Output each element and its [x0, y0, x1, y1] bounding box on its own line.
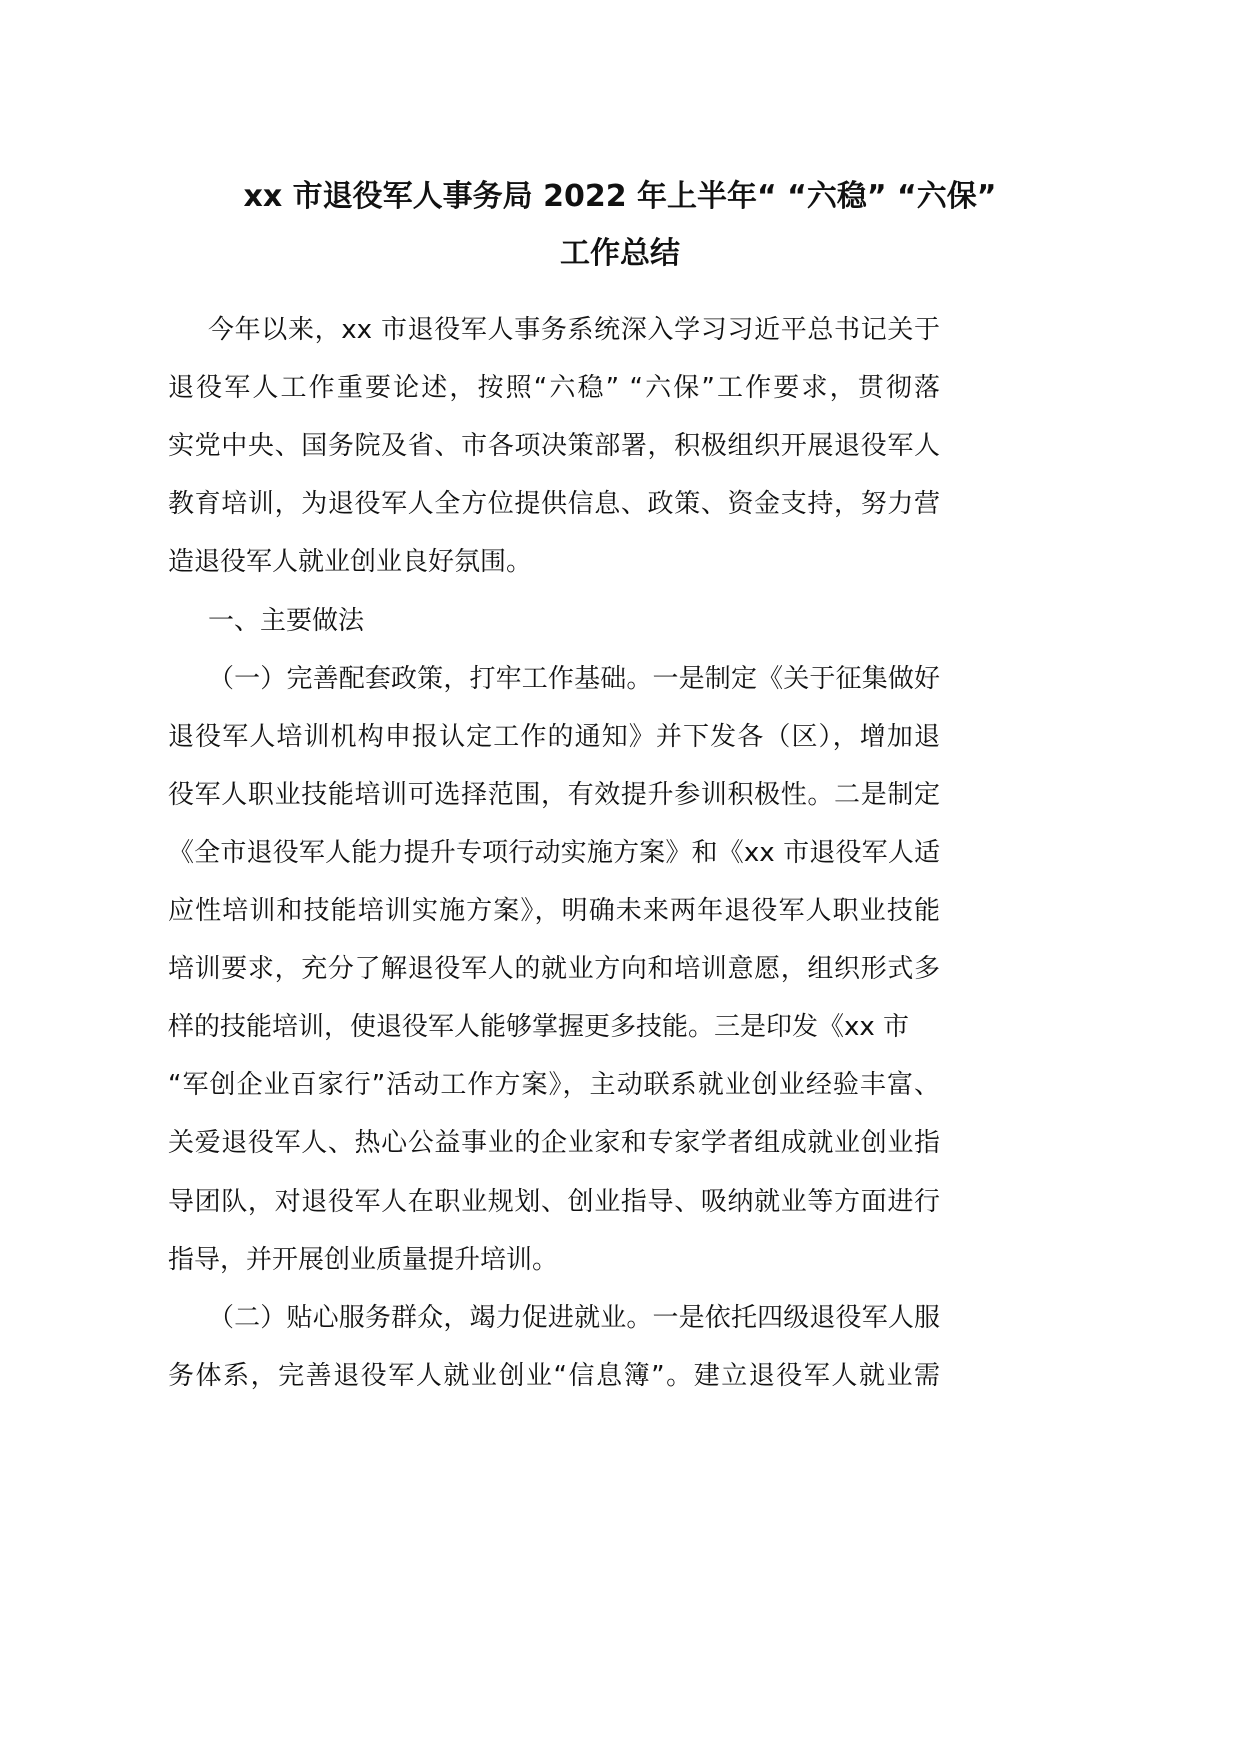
body-text-line: 一、主要做法: [208, 605, 365, 636]
body-text-line: 今年以来，xx 市退役军人事务系统深入学习习近平总书记关于: [208, 315, 940, 345]
body-text-line: 指导，并开展创业质量提升培训。: [168, 1244, 559, 1275]
body-text-line: 造退役军人就业创业良好氛围。: [168, 547, 533, 578]
body-text-line: 样的技能培训，使退役军人能够掌握更多技能。三是印发《xx 市: [168, 1012, 910, 1043]
body-text-line: 实党中央、国务院及省、市各项决策部署，积极组织开展退役军人: [168, 431, 940, 462]
body-text-line: 应性培训和技能培训实施方案》，明确未来两年退役军人职业技能: [168, 896, 940, 926]
body-text-line: 关爱退役军人、热心公益事业的企业家和专家学者组成就业创业指: [168, 1128, 940, 1159]
body-text-line: （二）贴心服务群众，竭力促进就业。一是依托四级退役军人服: [208, 1302, 940, 1333]
body-text-line: 退役军人工作重要论述，按照“六稳” “六保”工作要求，贯彻落: [168, 373, 940, 404]
document-title-line-1: xx 市退役军人事务局 2022 年上半年“ “六稳” “六保”: [243, 179, 997, 214]
body-text-line: 导团队，对退役军人在职业规划、创业指导、吸纳就业等方面进行: [168, 1186, 940, 1217]
body-text-line: 役军人职业技能培训可选择范围，有效提升参训积极性。二是制定: [168, 779, 940, 810]
body-text-line: “军创企业百家行”活动工作方案》，主动联系就业创业经验丰富、: [168, 1070, 940, 1101]
body-text-line: 《全市退役军人能力提升专项行动实施方案》和《xx 市退役军人适: [168, 837, 940, 868]
body-text-line: 教育培训，为退役军人全方位提供信息、政策、资金支持，努力营: [168, 489, 940, 520]
body-text-line: 培训要求，充分了解退役军人的就业方向和培训意愿，组织形式多: [168, 954, 940, 985]
body-text-line: 务体系，完善退役军人就业创业“信息簿”。建立退役军人就业需: [168, 1360, 940, 1391]
body-text-line: （一）完善配套政策，打牢工作基础。一是制定《关于征集做好: [208, 663, 940, 694]
body-text-line: 退役军人培训机构申报认定工作的通知》并下发各（区），增加退: [168, 721, 940, 752]
document-title-line-2: 工作总结: [560, 236, 680, 271]
